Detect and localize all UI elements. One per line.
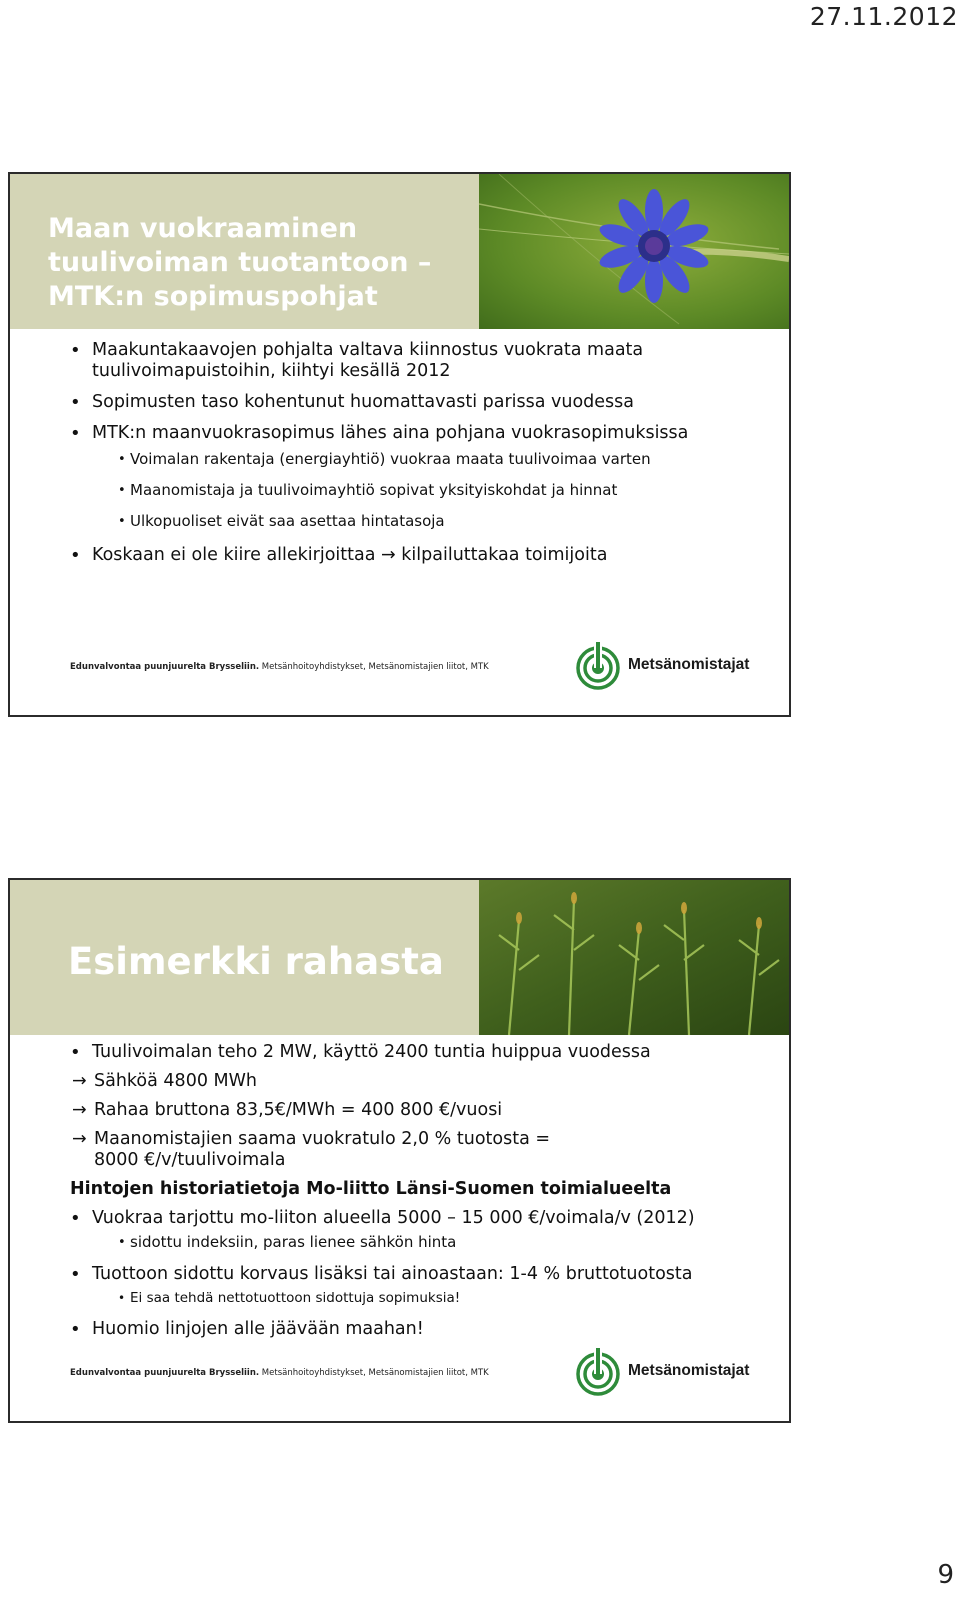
arrow-icon: → [72, 1129, 87, 1149]
footer-slogan: Edunvalvontaa puunjuurelta Brysseliin. [70, 1368, 260, 1378]
metsanomistajat-logo [576, 640, 749, 690]
slide-1-title-line-2: tuulivoiman tuotantoon – [48, 247, 432, 278]
logo-text: Metsänomistajat [628, 1362, 750, 1379]
bullet-text: kilpailuttakaa toimijoita [401, 545, 608, 565]
logo-icon [576, 640, 620, 690]
bullet-item: • MTK:n maanvuokrasopimus lähes aina pohjana vuokrasopimuksissa [70, 423, 769, 444]
cornflower-photo [479, 174, 789, 329]
sub-bullet-item: • sidottu indeksiin, paras lienee sähkön hinta [120, 1233, 769, 1252]
arrow-item-text: Sähköä 4800 MWh [94, 1071, 258, 1091]
sub-bullet-item: • Ulkopuoliset eivät saa asettaa hintatasoja [120, 512, 769, 531]
arrow-item [70, 1129, 769, 1171]
slide-2-footer [70, 1368, 489, 1378]
logo-icon [576, 1346, 620, 1396]
metsanomistajat-logo [576, 1346, 749, 1396]
footer-organizations: Metsänhoitoyhdistykset, Metsänomistajien liitot, MTK [259, 662, 489, 672]
slide-1-title-line-3: MTK:n sopimuspohjat [48, 281, 378, 312]
section-heading: Hintojen historiatietoja Mo-liitto Länsi-Suomen toimialueelta [70, 1179, 672, 1199]
page-number: 9 [937, 1560, 954, 1590]
bullet-text: Koskaan ei ole kiire allekirjoittaa [92, 545, 376, 565]
bullet-item: • Vuokraa tarjottu mo-liiton alueella 5000 – 15 000 €/voimala/v (2012) [70, 1208, 769, 1229]
arrow-icon: → [381, 545, 396, 565]
arrow-item-text: Maanomistajien saama vuokratulo 2,0 % tuotosta = 8000 €/v/tuulivoimala [94, 1129, 551, 1170]
slide-1-title-band [10, 174, 479, 329]
bullet-item: • Tuulivoimalan teho 2 MW, käyttö 2400 tuntia huippua vuodessa [70, 1042, 769, 1063]
slide-1 [8, 172, 791, 717]
arrow-item [70, 1071, 769, 1092]
bullet-item: • Huomio linjojen alle jäävään maahan! [70, 1319, 769, 1340]
slide-2-title: Esimerkki rahasta [68, 940, 444, 983]
page-date: 27.11.2012 [809, 2, 958, 31]
slide-1-footer [70, 662, 489, 672]
bullet-item: • Tuottoon sidottu korvaus lisäksi tai ainoastaan: 1-4 % bruttotuotosta [70, 1264, 769, 1285]
arrow-icon: → [72, 1100, 87, 1120]
arrow-item [70, 1100, 769, 1121]
sub-bullet-item: • Ei saa tehdä nettotuottoon sidottuja sopimuksia! [120, 1289, 769, 1307]
bullet-item: • Maakuntakaavojen pohjalta valtava kiinnostus vuokrata maata tuulivoimapuistoihin, kiihtyi kesällä 2012 [70, 340, 769, 382]
slide-1-title-line-1: Maan vuokraaminen [48, 213, 358, 244]
sub-bullet-item: • Maanomistaja ja tuulivoimayhtiö sopivat yksityiskohdat ja hinnat [120, 481, 769, 500]
sub-bullet-item: • Voimalan rakentaja (energiayhtiö) vuokraa maata tuulivoimaa varten [120, 450, 769, 469]
slide-1-title [48, 212, 468, 314]
slide-2 [8, 878, 791, 1423]
moss-photo [479, 880, 789, 1035]
arrow-icon: → [72, 1071, 87, 1091]
slide-1-body [70, 340, 769, 566]
bullet-item: • Sopimusten taso kohentunut huomattavasti parissa vuodessa [70, 392, 769, 413]
slide-2-title-band [10, 880, 479, 1035]
arrow-item-text: Rahaa bruttona 83,5€/MWh = 400 800 €/vuosi [94, 1100, 503, 1120]
slide-2-body [70, 1042, 769, 1340]
footer-slogan: Edunvalvontaa puunjuurelta Brysseliin. [70, 662, 260, 672]
footer-organizations: Metsänhoitoyhdistykset, Metsänomistajien liitot, MTK [259, 1368, 489, 1378]
bullet-item [70, 545, 769, 566]
logo-text: Metsänomistajat [628, 656, 750, 673]
